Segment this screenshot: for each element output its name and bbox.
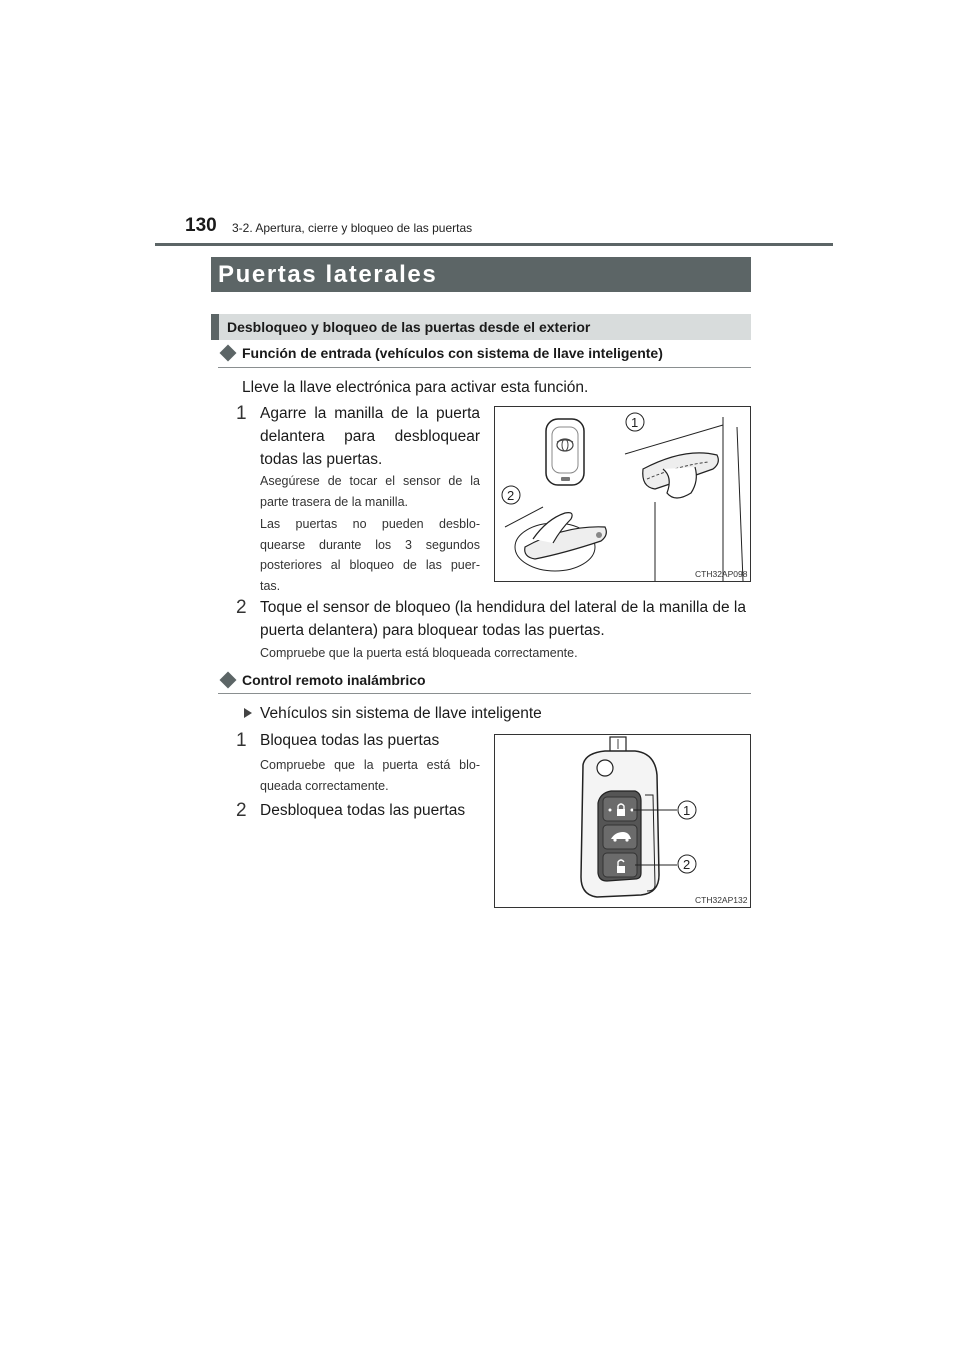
step-number-2: 2 (236, 597, 247, 618)
entry-function-heading (220, 345, 663, 361)
remote-step-number-1: 1 (236, 730, 247, 751)
figure2-code: CTH32AP132 (695, 895, 748, 905)
heading-rule (218, 693, 751, 694)
figure-door-handle (494, 406, 751, 582)
note-line: quearse durante los 3 segundos (260, 537, 480, 552)
note-line: tas. (260, 578, 281, 593)
diamond-bullet-icon (220, 345, 237, 362)
figure2-callout-1: 1 (683, 803, 691, 818)
figure1-callout-2: 2 (507, 488, 515, 503)
step-number-1: 1 (236, 403, 247, 424)
remote-step-number-2: 2 (236, 800, 247, 821)
note-line: Las puertas no pueden desblo- (260, 517, 480, 531)
smart-key-icon (546, 419, 584, 485)
entry-function-heading-text: Función de entrada (vehículos con sistema de llave inteligente) (242, 345, 663, 361)
step1-line: delantera para desbloquear (260, 428, 480, 445)
note-line: queada correctamente. (260, 778, 389, 793)
figure-remote-key (494, 734, 751, 908)
remote-control-heading-text: Control remoto inalámbrico (242, 672, 426, 688)
section-title: Puertas laterales (211, 257, 751, 292)
door-handle-touch-icon (505, 507, 606, 571)
note-line: Asegúrese de tocar el sensor de la (260, 474, 480, 488)
step1-line: Agarre la manilla de la puerta (260, 405, 480, 422)
door-handle-illustration (495, 407, 750, 581)
remote-step2-text: Desbloquea todas las puertas (260, 802, 466, 819)
step1-text (260, 402, 480, 471)
step2-line: Toque el sensor de bloqueo (la hendidura del lateral de la manilla de la (260, 599, 746, 616)
door-handle-grab-icon (643, 453, 719, 498)
remote-bullet (244, 702, 542, 725)
remote-control-heading (220, 672, 426, 688)
remote-step1-note (260, 755, 480, 796)
step2-text (260, 596, 752, 642)
remote-key-illustration (495, 735, 750, 907)
header-rule (155, 243, 833, 246)
step1-note1 (260, 471, 480, 512)
note-line: Compruebe que la puerta está blo- (260, 758, 480, 772)
figure2-callout-2: 2 (683, 857, 691, 872)
heading-rule (218, 367, 751, 368)
remote-bullet-text: Vehículos sin sistema de llave inteligente (260, 705, 542, 722)
triangle-bullet-icon (244, 708, 252, 718)
note-line: parte trasera de la manilla. (260, 494, 408, 509)
figure1-callout-1: 1 (631, 415, 639, 430)
chapter-title: 3-2. Apertura, cierre y bloqueo de las puertas (232, 221, 473, 235)
step2-note: Compruebe que la puerta está bloqueada correctamente. (260, 646, 578, 660)
entry-intro: Lleve la llave electrónica para activar esta función. (242, 379, 589, 396)
figure1-code: CTH32AP098 (695, 569, 748, 579)
step1-line: todas las puertas. (260, 451, 383, 468)
step1-note2 (260, 514, 480, 596)
page-number: 130 (185, 215, 217, 236)
subsection-title: Desbloqueo y bloqueo de las puertas desde el exterior (211, 314, 751, 340)
diamond-bullet-icon (220, 672, 237, 689)
remote-step1-text: Bloquea todas las puertas (260, 732, 440, 749)
note-line: posteriores al bloqueo de las puer- (260, 558, 480, 572)
remote-key-icon (581, 737, 659, 897)
step2-line: puerta delantera) para bloquear todas las puertas. (260, 622, 605, 639)
